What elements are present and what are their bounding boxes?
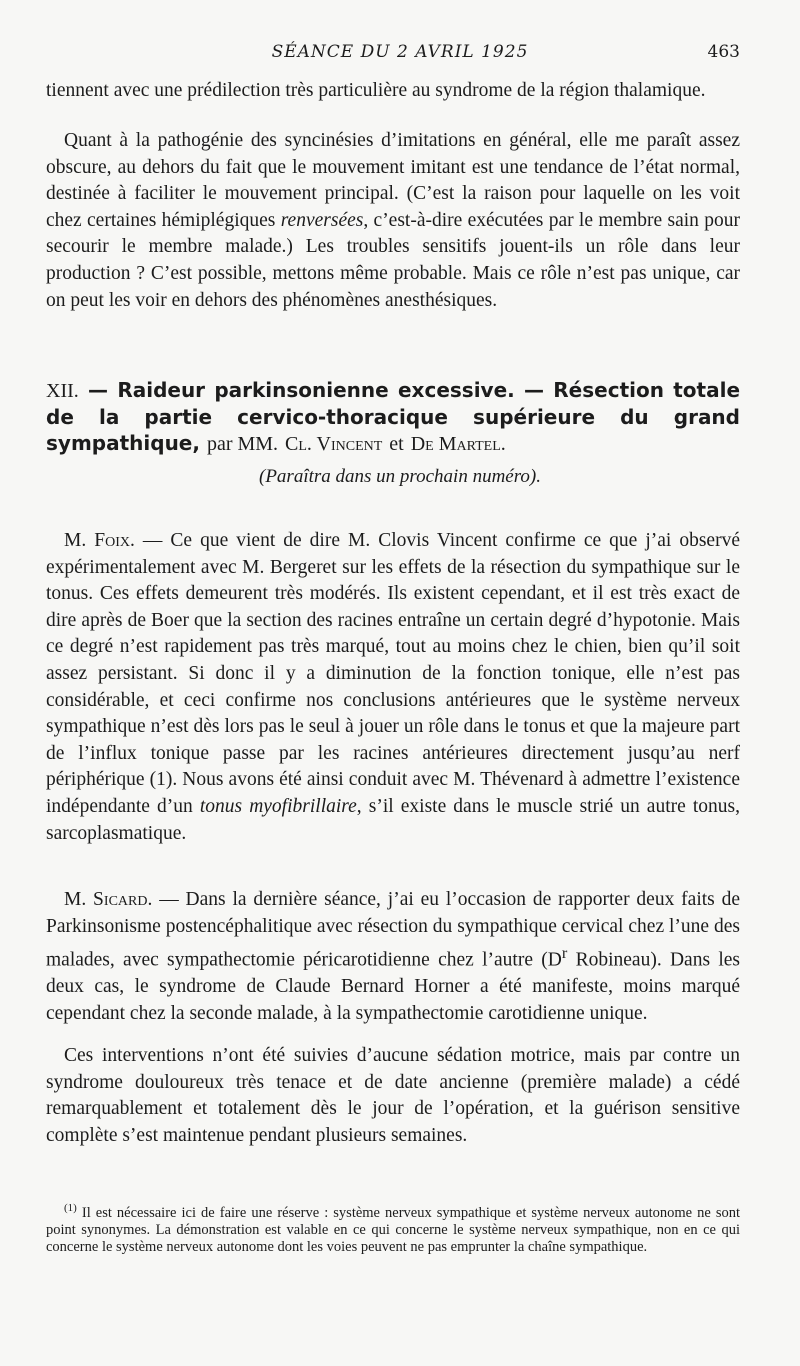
section-title: — Raideur parkinsonienne excessive. — Résection totale de la partie cervico-thoracique supérieure du grand sympathique, <box>46 378 741 455</box>
section-by: par MM. <box>206 433 279 455</box>
superscript: r <box>561 944 568 963</box>
paragraph-pathogenie <box>46 128 740 314</box>
text-run: — Dans la dernière séance, j’ai eu l’occasion de rapporter deux faits de Parkinsonisme postencéphalitique avec résection du sympathique cervical chez l’une des malades, avec sympathectomie péricarotidienne chez l’autre (D <box>46 889 740 971</box>
text-run: , c’est-à-dire exécutées par le membre sain pour secourir le membre malade.) Les troubles sensitifs jouent-ils un rôle dans leur production ? C’est possible, mettons même probable. Mais ce rôle n’est pas unique, car on peut les voir en dehors des phénomènes anesthésiques. <box>46 209 740 311</box>
running-head <box>0 42 800 68</box>
section-and: et <box>389 433 404 455</box>
paragraph-foix <box>46 528 740 847</box>
paragraph-text: Ces interventions n’ont été suivies d’aucune sédation motrice, mais par contre un syndrome douloureux très tenace et de date ancienne (première malade) a cédé remarquablement et totalement dès le jour de l’opération, et la guérison sensitive complète s’est maintenue pendant plusieurs semaines. <box>46 1045 740 1146</box>
note-text: (Paraîtra dans un prochain numéro). <box>259 466 541 487</box>
author-name: De Martel. <box>410 433 506 455</box>
text-run: Quant à la pathogénie des syncinésies d’imitations en général, elle me paraît assez obscure, au dehors du fait que le mouvement imitant est une tendance de l’état normal, destinée à faciliter le mouvement principal. (C’est la raison pour laquelle on les voit chez certaines hémiplégiques <box>46 130 740 231</box>
text-run: Il est nécessaire ici de faire une réserve : système nerveux sympathique et système nerveux autonome ne sont point synonymes. La démonstration est valable en ce qui concerne le système nerveux sympathique, non en ce qui concerne le système nerveux autonome dont les voies peuvent ne pas emprunter la chaîne sympathique. <box>46 1204 740 1255</box>
paragraph-text <box>46 528 740 847</box>
speaker-name: M. Foix. <box>64 530 135 551</box>
running-title: SÉANCE DU 2 AVRIL 1925 <box>271 42 529 62</box>
paragraph-continuation <box>46 78 740 105</box>
emphasis: renversées <box>280 209 364 231</box>
emphasis: tonus myofibrillaire <box>199 795 357 817</box>
paragraph-text <box>46 887 740 1027</box>
page-number: 463 <box>707 42 740 62</box>
section-number: XII. <box>46 380 79 402</box>
publication-note <box>0 466 800 488</box>
text-run: — Ce que vient de dire M. Clovis Vincent confirme ce que j’ai observé expérimentalement avec M. Bergeret sur les effets de la résection du sympathique sur le tonus. Ces effets demeurent très modérés. Ils existent cependant, et il est très exact de dire après de Boer que la section des racines entraîne un certain degré d’hypotonie. Mais ce degré n’est rapidement pas très marqué, tout au moins chez le chien, bien qu’il soit assez persistant. Si donc il y a diminution de la fonction tonique, elle n’est pas considérable, et ceci confirme nos conclusions antérieures que le système nerveux sympathique n’est dès lors pas le seul à jouer un rôle dans le tonus et que la majeure part de l’influx tonique passe par les racines antérieures directement jusqu’au nerf périphérique (1). Nous avons été ainsi conduit avec M. Thévenard à admettre l’existence indépendante d’un <box>46 530 740 817</box>
footnote <box>46 1200 740 1256</box>
paragraph-text: tiennent avec une prédilection très particulière au syndrome de la région thalamique. <box>46 80 706 101</box>
text-run: Robineau). Dans les deux cas, le syndrome de Claude Bernard Horner a été manifeste, moins marqué cependant chez la seconde malade, à la sympathectomie carotidienne unique. <box>46 949 741 1024</box>
text-run: , s’il existe dans le muscle strié un autre tonus, sarcoplasmatique. <box>46 795 740 844</box>
paragraph-sicard <box>46 887 740 1027</box>
paragraph-sicard-2 <box>46 1043 740 1149</box>
paragraph-text <box>46 128 740 314</box>
section-heading <box>46 377 740 457</box>
author-name: Cl. Vincent <box>285 433 383 455</box>
speaker-name: M. Sicard. <box>64 889 153 910</box>
footnote-text <box>46 1200 740 1256</box>
footnote-mark: (1) <box>64 1202 77 1214</box>
